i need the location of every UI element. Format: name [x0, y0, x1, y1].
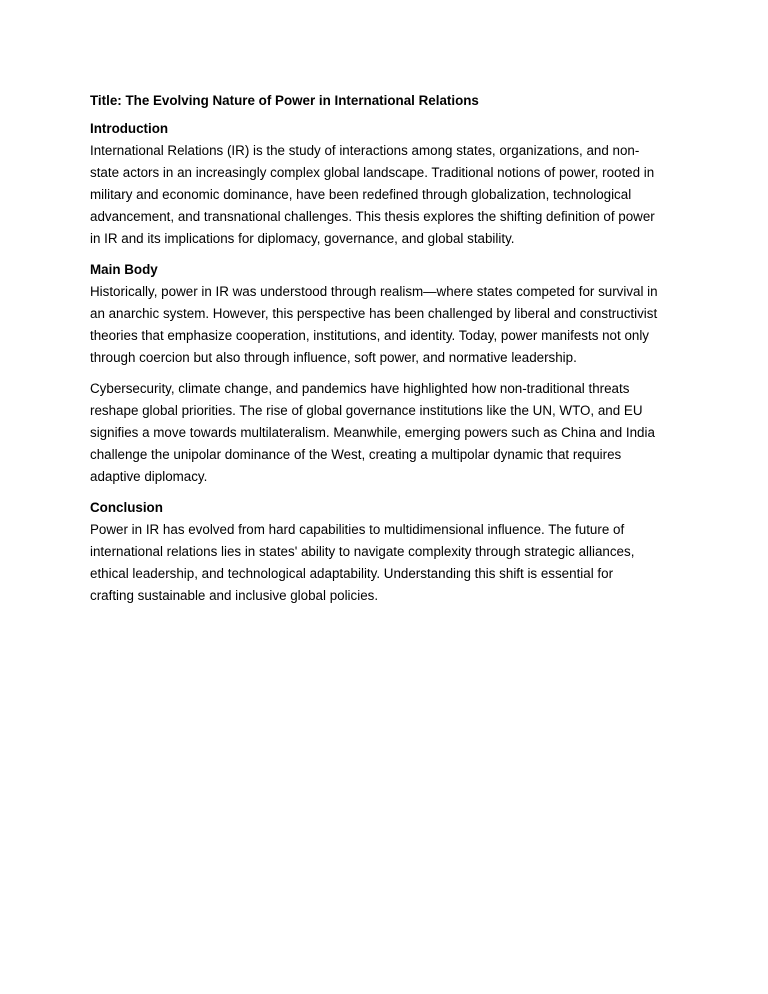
text-line: International Relations (IR) is the study of interactions among states, organizations, and non- — [90, 143, 640, 158]
text-line: in IR and its implications for diplomacy, governance, and global stability. — [90, 231, 515, 246]
text-line: Cybersecurity, climate change, and pandemics have highlighted how non-traditional threats — [90, 381, 630, 396]
paragraph — [90, 378, 686, 488]
paragraph — [90, 281, 686, 369]
paragraph — [90, 519, 686, 607]
section-heading: Introduction — [90, 121, 169, 136]
section-heading: Conclusion — [90, 500, 163, 515]
text-line: through coercion but also through influence, soft power, and normative leadership. — [90, 350, 577, 365]
section-main-body — [90, 259, 686, 488]
text-line: Power in IR has evolved from hard capabilities to multidimensional influence. The future of — [90, 522, 625, 537]
text-line: international relations lies in states' ability to navigate complexity through strategic alliances, — [90, 544, 635, 559]
section-introduction — [90, 118, 686, 250]
text-line: reshape global priorities. The rise of global governance institutions like the UN, WTO, and EU — [90, 403, 643, 418]
document-title: Title: The Evolving Nature of Power in International Relations — [90, 93, 479, 108]
text-line: signifies a move towards multilateralism. Meanwhile, emerging powers such as China and India — [90, 425, 655, 440]
text-line: challenge the unipolar dominance of the West, creating a multipolar dynamic that requires — [90, 447, 622, 462]
text-line: an anarchic system. However, this perspective has been challenged by liberal and constructivist — [90, 306, 658, 321]
section-conclusion — [90, 497, 686, 607]
text-line: military and economic dominance, have been redefined through globalization, technological — [90, 187, 632, 202]
text-line: adaptive diplomacy. — [90, 469, 208, 484]
text-line: ethical leadership, and technological adaptability. Understanding this shift is essential for — [90, 566, 614, 581]
text-line: crafting sustainable and inclusive global policies. — [90, 588, 379, 603]
text-line: theories that emphasize cooperation, institutions, and identity. Today, power manifests not only — [90, 328, 650, 343]
paragraph — [90, 140, 686, 250]
text-line: Historically, power in IR was understood through realism—where states competed for survival in — [90, 284, 658, 299]
document-page — [90, 90, 686, 616]
text-line: state actors in an increasingly complex global landscape. Traditional notions of power, rooted in — [90, 165, 655, 180]
text-line: advancement, and transnational challenges. This thesis explores the shifting definition of power — [90, 209, 655, 224]
section-heading: Main Body — [90, 262, 158, 277]
